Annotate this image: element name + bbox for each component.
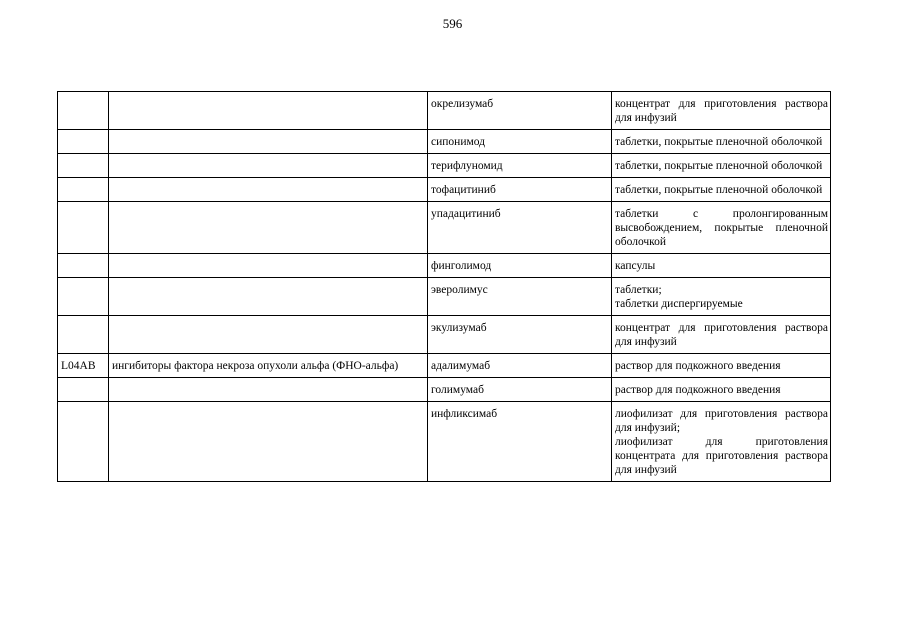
dosage-form-line: раствор для подкожного введения	[615, 384, 781, 396]
atc-code-cell	[58, 154, 109, 178]
dosage-form-line: таблетки, покрытые пленочной оболочкой	[615, 136, 823, 148]
drug-name-cell: тофацитиниб	[428, 178, 612, 202]
drug-name-cell: окрелизумаб	[428, 92, 612, 130]
page-number: 596	[442, 16, 463, 31]
dosage-form-line: лиофилизат для приготовления концентрата для приготовления раствора для инфузий	[615, 436, 828, 476]
table-row	[58, 202, 831, 254]
table-row	[58, 354, 831, 378]
atc-group-cell	[109, 402, 428, 482]
atc-group-cell	[109, 254, 428, 278]
atc-group-cell	[109, 378, 428, 402]
table-row	[58, 278, 831, 316]
dosage-form-cell	[612, 254, 831, 278]
atc-code-cell	[58, 378, 109, 402]
atc-code-cell	[58, 92, 109, 130]
atc-group-cell	[109, 202, 428, 254]
dosage-form-cell	[612, 378, 831, 402]
table-row	[58, 130, 831, 154]
dosage-form-line: раствор для подкожного введения	[615, 360, 781, 372]
table-row	[58, 402, 831, 482]
dosage-form-cell	[612, 130, 831, 154]
table-body	[58, 92, 831, 482]
dosage-form-line: концентрат для приготовления раствора для инфузий	[615, 322, 828, 348]
dosage-form-line: таблетки;	[615, 284, 662, 296]
dosage-form-cell	[612, 178, 831, 202]
atc-code-cell	[58, 402, 109, 482]
atc-group-cell	[109, 278, 428, 316]
atc-group-cell	[109, 154, 428, 178]
atc-group-cell	[109, 178, 428, 202]
drug-name-cell: эверолимус	[428, 278, 612, 316]
atc-code-cell: L04AB	[58, 354, 109, 378]
drug-name-cell: упадацитиниб	[428, 202, 612, 254]
atc-code-cell	[58, 130, 109, 154]
dosage-form-line: концентрат для приготовления раствора для инфузий	[615, 98, 828, 124]
table-row	[58, 254, 831, 278]
dosage-form-cell	[612, 354, 831, 378]
drug-name-cell: экулизумаб	[428, 316, 612, 354]
dosage-form-line: лиофилизат для приготовления раствора для инфузий;	[615, 408, 828, 434]
atc-group-cell	[109, 316, 428, 354]
atc-code-cell	[58, 316, 109, 354]
drug-name-cell: адалимумаб	[428, 354, 612, 378]
dosage-form-line: таблетки, покрытые пленочной оболочкой	[615, 184, 823, 196]
table-row	[58, 316, 831, 354]
atc-group-cell	[109, 130, 428, 154]
dosage-form-line: таблетки, покрытые пленочной оболочкой	[615, 160, 823, 172]
drug-name-cell: терифлуномид	[428, 154, 612, 178]
drug-table	[57, 91, 831, 482]
drug-name-cell: инфликсимаб	[428, 402, 612, 482]
table-row	[58, 92, 831, 130]
dosage-form-line: капсулы	[615, 260, 656, 272]
atc-code-cell	[58, 278, 109, 316]
drug-name-cell: сипонимод	[428, 130, 612, 154]
atc-group-cell: ингибиторы фактора некроза опухоли альфа (ФНО-альфа)	[109, 354, 428, 378]
table-row	[58, 378, 831, 402]
atc-code-cell	[58, 254, 109, 278]
drug-name-cell: голимумаб	[428, 378, 612, 402]
dosage-form-cell	[612, 316, 831, 354]
table-row	[58, 154, 831, 178]
dosage-form-cell	[612, 154, 831, 178]
atc-code-cell	[58, 202, 109, 254]
dosage-form-cell	[612, 92, 831, 130]
atc-group-cell	[109, 92, 428, 130]
atc-code-cell	[58, 178, 109, 202]
dosage-form-cell	[612, 402, 831, 482]
dosage-form-cell	[612, 202, 831, 254]
table-row	[58, 178, 831, 202]
dosage-form-line: таблетки с пролонгированным высвобождением, покрытые пленочной оболочкой	[615, 208, 828, 248]
dosage-form-cell	[612, 278, 831, 316]
drug-name-cell: финголимод	[428, 254, 612, 278]
dosage-form-line: таблетки диспергируемые	[615, 298, 743, 310]
